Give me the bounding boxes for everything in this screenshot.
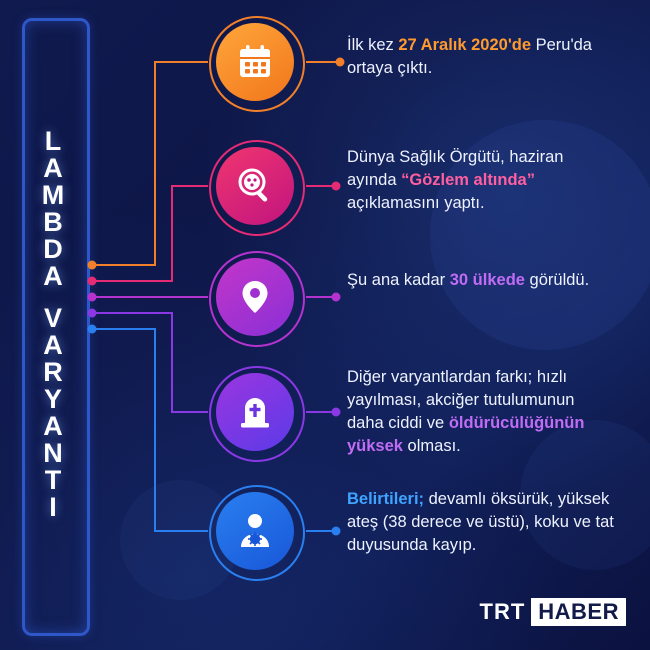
item-5-text [347, 488, 615, 557]
item-2-text [347, 146, 605, 215]
title-letter: A [43, 329, 63, 360]
item-4-icon-badge [216, 373, 294, 451]
body-text: İlk kez [347, 36, 399, 54]
title-letter: N [43, 437, 63, 468]
title-letter: D [43, 233, 63, 264]
highlighted-text: öldürücülüğünün yüksek [347, 414, 585, 455]
title-letter: T [44, 464, 62, 495]
body-text: Peru'da ortaya çıktı. [347, 36, 592, 77]
body-text: Dünya Sağlık Örgütü, haziran ayında [347, 148, 564, 189]
item-3-icon-badge [216, 258, 294, 336]
highlighted-text: 27 Aralık 2020'de [398, 36, 532, 54]
body-text: olması. [402, 437, 461, 455]
title-letter: A [43, 260, 63, 291]
item-1-icon-badge [216, 23, 294, 101]
title-letter: L [44, 125, 62, 156]
item-5-icon-badge [216, 492, 294, 570]
title-letter: R [43, 356, 63, 387]
highlighted-text: Belirtileri; [347, 490, 425, 508]
logo-haber: HABER [531, 598, 626, 626]
item-4-text [347, 366, 615, 458]
body-text: Diğer varyantlardan farkı; hızlı yayılması, akciğer tutulumunun daha ciddi ve [347, 368, 575, 432]
title-letter: V [43, 302, 62, 333]
title-letter: I [49, 491, 57, 522]
highlighted-text: “Gözlem altında” [401, 171, 535, 189]
body-text: Şu ana kadar [347, 271, 450, 289]
trt-haber-logo [480, 598, 627, 626]
body-text: devamlı öksürük, yüksek ateş (38 derece ve üstü), koku ve tat duyusunda kayıp. [347, 490, 614, 554]
body-text: görüldü. [524, 271, 590, 289]
title-letter: A [43, 410, 63, 441]
title-letter: A [43, 152, 63, 183]
item-1-text [347, 34, 617, 80]
title-letter: B [43, 206, 63, 237]
highlighted-text: 30 ülkede [449, 271, 525, 289]
title-letter: M [41, 179, 65, 210]
logo-trt: TRT [479, 599, 526, 624]
item-2-icon-badge [216, 147, 294, 225]
body-text: açıklamasını yaptı. [347, 194, 485, 212]
item-3-text [347, 269, 597, 292]
title-letter: Y [43, 383, 62, 414]
